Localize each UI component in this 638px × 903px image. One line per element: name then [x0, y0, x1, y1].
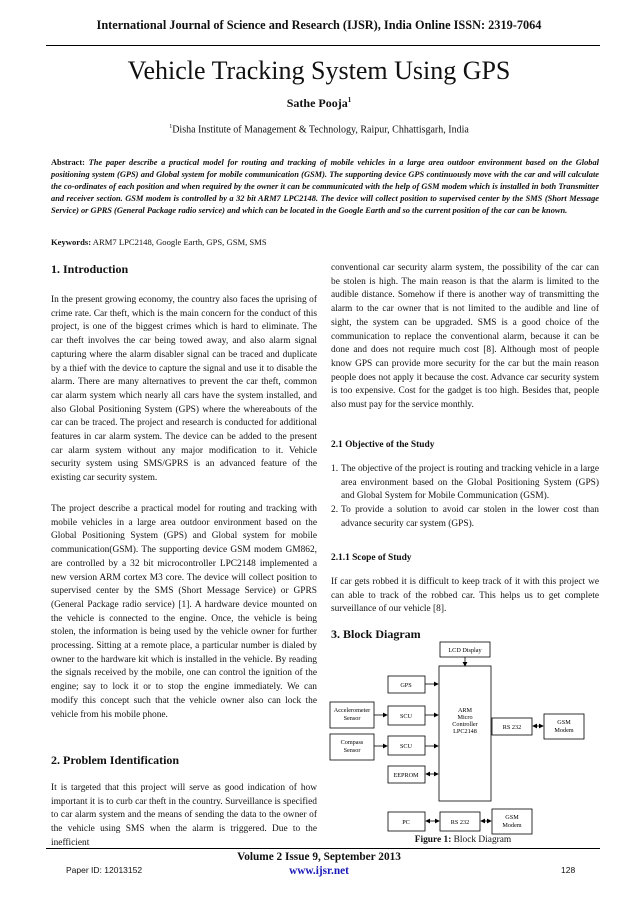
section-heading-problem [51, 754, 317, 768]
keywords-label: Keywords: [51, 237, 92, 247]
abstract [51, 157, 599, 217]
block-heading: 3. Block Diagram [331, 627, 421, 641]
objective-heading: 2.1 Objective of the Study [331, 440, 435, 450]
author-sup: 1 [347, 96, 352, 104]
arm-label-1: ARM [457, 707, 473, 714]
header-divider [46, 45, 600, 46]
problem-paragraph-1: It is targeted that this project will serve as good indication of how important it is to curb car theft in the country. Surveillance is specified to car alarm system and the means of sending the data to the owner of the vehicle using SMS when the alarm is triggered. Due to the inefficient [51, 783, 317, 848]
compass-label-1: Compass [340, 739, 364, 746]
paper-id: Paper ID: 12013152 [66, 865, 143, 875]
arm-label-2: Micro [457, 714, 473, 721]
compass-label-2: Sensor [343, 747, 361, 754]
gsm2-label-2: Modem [502, 822, 522, 829]
footer-issue: Volume 2 Issue 9, September 2013 [237, 851, 401, 863]
intro-paragraph-2: The project describe a practical model for routing and tracking with mobile vehicles in a large area outdoor environment based on the Global Positioning System (GPS) and Global system for mobile communication(GSM). The supporting device GSM modem GM862, are controlled by a 32 bit microcontroller LPC2148 implemented a new version ARM cortex M3 core. The device will collect position to supervised center by the SMS (Short Message Service) or GPRS (General Package radio service) [1]. A hardware device mounted on the vehicle is connected to the engine. Once, the vehicle is being stolen, the information is being used by the vehicle owner for further processing. Sitting at a remote place, a particular number is dialed by owner to the hardware kit which is installed in the vehicle. By reading the signals received by the mobile, one can control the ignition of the engine; say to lock it or to stop the engine immediately. We can modify this concept such that the vehicle owner also can lock the vehicle from his mobile phone. [51, 504, 317, 720]
footer-url-link[interactable]: www.ijsr.net [289, 865, 349, 877]
gsm1-label-1: GSM [557, 719, 571, 726]
scu1-label: SCU [399, 713, 413, 720]
objective-item [331, 463, 599, 504]
intro-paragraph-1: In the present growing economy, the country also faces the uprising of crime rate. Car theft, which is the main concern for the conduct of this project, is one of the biggest crimes which is hard to eliminate. The car theft involves the car being towed away, and also alarm signal capturing where the alarm disabler signal can be traced and duplicate by a thief with the device to capture the signal and use it to disable the alarm. There are many alternatives to prevent the car theft, common car alarm system which nearly all cars have the system installed, and also Global Positioning System (GPS) where the whereabouts of the car can be traced. The project and research is conducted for additional features in car alarm system. The device can be added to the present car alarm system without any major modification to it. Vehicle security system using SMS/GPRS is an advanced feature of the existing car security system. [51, 295, 317, 484]
objective-number: 2. [331, 505, 339, 516]
lcd-label: LCD Display [448, 647, 482, 654]
abstract-label: Abstract: [51, 158, 85, 167]
gps-label: GPS [400, 682, 412, 689]
gsm2-label-1: GSM [505, 814, 519, 821]
right-paragraph-1: conventional car security alarm system, the possibility of the car can be stolen is high. The main reason is that the alarm is limited to the audible distance. Somehow if there is another way of transmitting the alarm to the car owner that is not limited to the audible and line of sight, the system can be upgraded. SMS is a good choice of the communication to replace the conventional alarm, because it can be done and does not require much cost [8]. Although most of people know GPS can provide more security for the car but the main reason people does not apply it because the cost. Advance car security system is too expensive. Cost for the gadget is too high. Besides that, people also must pay for the service monthly. [331, 263, 599, 411]
pc-label: PC [402, 819, 410, 826]
objectives-list [331, 463, 599, 532]
scu2-label: SCU [399, 743, 413, 750]
scope-paragraph: If car gets robbed it is difficult to keep track of it with this project we can able to track of the robbed car. This helps us to get complete surveillance of our vehicle [8]. [331, 577, 599, 615]
objective-number: 1. [331, 464, 339, 474]
abstract-text: The paper describe a practical model for routing and tracking of mobile vehicles in a large area outdoor environment based on the Global positioning system (GPS) and Global system for mobile communication (GSM). The supporting device GPS continuously move with the car and will calculate the co-ordinates of each position and when required by the owner it can be communicated with the help of GSM modem which is installed in both Transmitter and receiver section. GSM modem is controlled by a 32 bit ARM7 LPC2148. The device will collect position to supervised center by the SMS (Short Message Service) or GPRS (General Package radio service) and which can be located in the Google Earth and so the current position of the car can be known. [51, 158, 600, 215]
section-heading-introduction [51, 263, 317, 277]
journal-header: International Journal of Science and Research (IJSR), India Online ISSN: 2319-7064 [96, 18, 542, 32]
gsm1-label-2: Modem [554, 727, 574, 734]
intro-heading: 1. Introduction [51, 262, 129, 276]
footer-divider [46, 848, 600, 849]
keywords [51, 237, 599, 247]
eeprom-label: EEPROM [393, 772, 419, 779]
figure-caption-text: Block Diagram [453, 835, 512, 845]
rs232a-label: RS 232 [502, 724, 522, 731]
keywords-text: ARM7 LPC2148, Google Earth, GPS, GSM, SMS [92, 237, 267, 247]
figure-label: Figure 1: [414, 835, 452, 845]
page-number: 128 [561, 865, 576, 875]
paper-title: Vehicle Tracking System Using GPS [127, 56, 511, 85]
affiliation-text: Disha Institute of Management & Technology, Raipur, Chhattisgarh, India [172, 124, 469, 136]
objective-text: To provide a solution to avoid car stolen in the lower cost than advance security car system (GPS). [341, 505, 599, 529]
accel-label-2: Sensor [343, 715, 361, 722]
scope-heading: 2.1.1 Scope of Study [331, 553, 412, 563]
rs232b-label: RS 232 [450, 819, 470, 826]
author [0, 96, 638, 111]
problem-heading: 2. Problem Identification [51, 753, 180, 767]
affiliation [0, 124, 638, 135]
objective-text: The objective of the project is routing and tracking vehicle in a large area environment based on the Global Positioning System (GPS) and Global System for Mobile Communication (GSM). [341, 464, 599, 502]
block-diagram [328, 636, 600, 836]
arm-label-4: LPC2148 [453, 728, 477, 735]
affiliation-sup: 1 [169, 124, 173, 130]
figure-caption [398, 835, 528, 845]
author-name: Sathe Pooja [286, 96, 348, 110]
accel-label-1: Accelerometer [333, 707, 371, 714]
arm-label-3: Controller [452, 721, 478, 728]
objective-item [331, 504, 599, 531]
